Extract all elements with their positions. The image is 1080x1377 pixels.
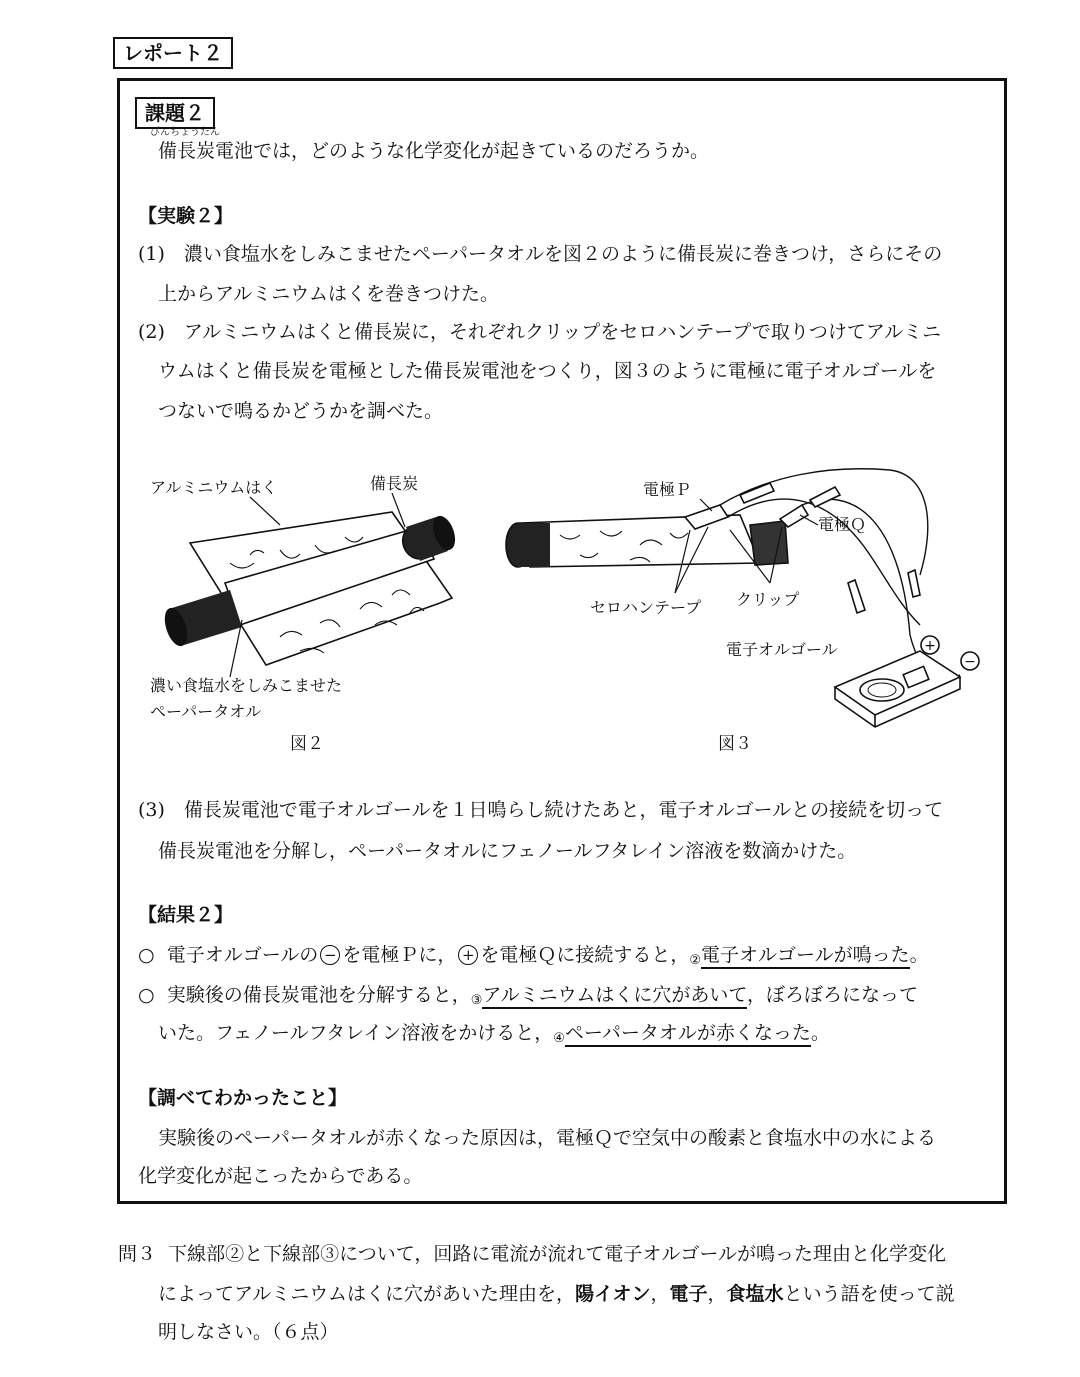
task-ruby: びんちょうたん — [150, 127, 220, 138]
result-1-text-b: を電極Ｐに， — [342, 944, 457, 966]
figure2-drawing — [162, 493, 459, 677]
question-text-2a: によってアルミニウムはくに穴があいた理由を， — [158, 1283, 576, 1305]
result-1 — [138, 941, 929, 975]
report-label: レポート２ — [113, 37, 233, 69]
keyword-electron: 電子 — [669, 1283, 708, 1305]
result-2-bullet: ○ — [138, 984, 155, 1006]
keyword-cation: 陽イオン — [575, 1283, 651, 1305]
question-text-2b: という語を使って説 — [783, 1283, 955, 1305]
findings-line1: 実験後のペーパータオルが赤くなった原因は，電極Ｑで空気中の酸素と食塩水中の水による — [158, 1127, 937, 1149]
result-1-text-a: 電子オルゴールの — [166, 944, 319, 966]
result-1-text-c: を電極Ｑに接続すると， — [480, 944, 690, 966]
experiment-step2-line2: ウムはくと備長炭を電極とした備長炭電池をつくり，図３のように電極に電子オルゴールを — [158, 360, 937, 382]
question-line1 — [118, 1240, 946, 1268]
experiment-step3-line2: 備長炭電池を分解し，ペーパータオルにフェノールフタレイン溶液を数滴かけた。 — [158, 840, 857, 862]
fig3-label-clip: クリップ — [736, 590, 800, 609]
underline-2-text: 電子オルゴールが鳴った — [701, 944, 910, 969]
results-heading: 【結果２】 — [138, 904, 234, 926]
plus-symbol: + — [458, 945, 478, 965]
task-question — [158, 137, 709, 165]
task-text: 電池では，どのような化学変化が起きているのだろうか。 — [215, 140, 710, 162]
result-1-bullet: ○ — [138, 944, 155, 966]
keyword-separator-2: ， — [707, 1283, 727, 1305]
fig3-label-q: 電極Ｑ — [818, 515, 867, 534]
findings-heading: 【調べてわかったこと】 — [138, 1087, 348, 1109]
experiment-step3-line1: (3) 備長炭電池で電子オルゴールを１日鳴らし続けたあと，電子オルゴールとの接続を切って — [138, 799, 944, 821]
underline-mark-4: ④ — [553, 1031, 565, 1046]
result-2-text-b: ，ぼろぼろになって — [747, 984, 919, 1006]
fig3-label-p: 電極Ｐ — [643, 480, 692, 499]
keyword-separator-1: ， — [650, 1283, 670, 1305]
fig2-label-towel-1: 濃い食塩水をしみこませた — [150, 676, 343, 695]
fig3-caption: 図３ — [718, 734, 752, 754]
result-2-text-a: 実験後の備長炭電池を分解すると， — [166, 984, 471, 1006]
figures-illustration — [130, 455, 1000, 765]
question-line2 — [158, 1280, 955, 1308]
keyword-salt-water: 食塩水 — [726, 1283, 784, 1305]
question-line3: 明しなさい。（６点） — [158, 1321, 339, 1343]
experiment-heading: 【実験２】 — [138, 205, 234, 227]
charcoal-battery — [520, 515, 760, 567]
findings-line2: 化学変化が起こったからである。 — [138, 1165, 423, 1187]
underline-3-text: アルミニウムはくに穴があいて — [482, 984, 747, 1009]
fig2-label-towel-2: ペーパータオル — [150, 702, 262, 721]
fig3-label-tape: セロハンテープ — [590, 598, 702, 617]
result-2-end: 。 — [810, 1022, 830, 1044]
experiment-step2-line1: (2) アルミニウムはくと備長炭に，それぞれクリップをセロハンテープで取りつけてアルミニ — [138, 321, 942, 343]
experiment-step1-line1: (1) 濃い食塩水をしみこませたペーパータオルを図２のように備長炭に巻きつけ，さらにその — [138, 243, 943, 265]
fig2-caption: 図２ — [290, 734, 324, 754]
result-2-line2 — [158, 1019, 830, 1053]
underline-mark-3: ③ — [470, 993, 483, 1008]
minus-symbol: − — [320, 945, 340, 965]
experiment-step1-line2: 上からアルミニウムはくを巻きつけた。 — [158, 283, 500, 305]
underline-4-text: ペーパータオルが赤くなった — [565, 1022, 811, 1047]
fig2-label-charcoal: 備長炭 — [370, 474, 419, 493]
clip-q — [780, 505, 808, 527]
fig2-label-foil: アルミニウムはく — [150, 478, 278, 497]
question-number: 問３ — [118, 1243, 157, 1265]
underline-mark-2: ② — [689, 953, 701, 968]
result-2-text-c: いた。フェノールフタレイン溶液をかけると， — [158, 1022, 554, 1044]
task-word-binchotan: 備長炭 — [158, 140, 216, 162]
result-2-line1 — [138, 981, 918, 1015]
minus-sign: − — [964, 654, 976, 670]
question-text-1: 下線部②と下線部③について，回路に電流が流れて電子オルゴールが鳴った理由と化学変化 — [168, 1243, 946, 1265]
fig3-label-music-box: 電子オルゴール — [726, 640, 838, 659]
task-label: 課題２ — [135, 97, 215, 129]
plus-sign: + — [924, 638, 936, 654]
experiment-step2-line3: つないで鳴るかどうかを調べた。 — [158, 400, 444, 422]
result-1-end: 。 — [909, 944, 929, 966]
